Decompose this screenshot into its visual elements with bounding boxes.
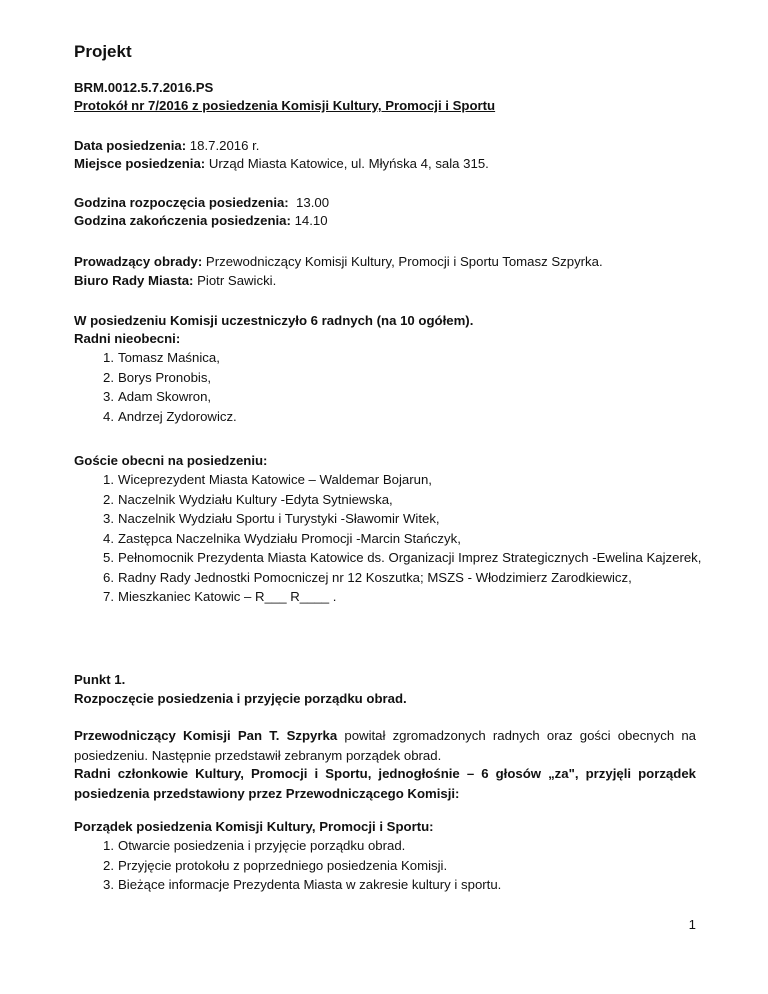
list-item: 1. Tomasz Maśnica, [103, 350, 220, 365]
point1-heading: Punkt 1. [74, 672, 126, 687]
chair-label: Prowadzący obrady: [74, 254, 203, 269]
absent-list [103, 348, 237, 426]
meeting-end [74, 213, 328, 229]
meeting-place [74, 156, 489, 172]
page-number: 1 [688, 917, 696, 932]
attendance-summary: W posiedzeniu Komisji uczestniczyło 6 radnych (na 10 ogółem). [74, 313, 474, 328]
list-item: 6. Radny Rady Jednostki Pomocniczej nr 12 Koszutka; MSZS - Włodzimierz Zarodkiewicz, [103, 569, 632, 585]
list-item: 2. Naczelnik Wydziału Kultury -Edyta Sytniewska, [103, 491, 393, 507]
date-value: 18.7.2016 r. [189, 138, 260, 153]
start-label: Godzina rozpoczęcia posiedzenia: [74, 195, 289, 210]
point1-paragraph-2: Radni członkowie Kultury, Promocji i Sportu, jednogłośnie – 6 głosów „za", przyjęli porządek posiedzenia przedstawiony przez Przewodniczącego Komisji: [74, 766, 696, 801]
point1-paragraph-1 [74, 726, 696, 765]
start-value: 13.00 [296, 195, 330, 210]
meeting-chair [74, 254, 603, 270]
agenda-label: Porządek posiedzenia Komisji Kultury, Promocji i Sportu: [74, 819, 434, 834]
guests-label: Goście obecni na posiedzeniu: [74, 453, 268, 468]
meeting-start [74, 195, 329, 211]
end-label: Godzina zakończenia posiedzenia: [74, 213, 291, 228]
list-item: 3. Bieżące informacje Prezydenta Miasta w zakresie kultury i sportu. [103, 877, 502, 892]
list-item: 1. Wiceprezydent Miasta Katowice – Waldemar Bojarun, [103, 472, 432, 487]
list-item: 3. Adam Skowron, [103, 389, 212, 404]
list-item: 1. Otwarcie posiedzenia i przyjęcie porządku obrad. [103, 838, 406, 853]
agenda-list [103, 836, 502, 895]
end-value: 14.10 [294, 213, 328, 228]
list-item: 3. Naczelnik Wydziału Sportu i Turystyki -Sławomir Witek, [103, 511, 440, 526]
page-title: Projekt [74, 42, 132, 61]
paragraph-text: powitał zgromadzonych radnych oraz gości obecnych na posiedzeniu. Następnie przedstawił zebranym porządek obrad. [74, 728, 696, 763]
reference-number: BRM.0012.5.7.2016.PS [74, 80, 214, 95]
list-item: 5. Pełnomocnik Prezydenta Miasta Katowice ds. Organizacji Imprez Strategicznych -Ewelina Kajzerek, [103, 550, 702, 565]
office-value: Piotr Sawicki. [197, 273, 277, 288]
list-item: 4. Zastępca Naczelnika Wydziału Promocji -Marcin Stańczyk, [103, 530, 461, 546]
list-item: 2. Przyjęcie protokołu z poprzedniego posiedzenia Komisji. [103, 857, 448, 873]
chair-name: Przewodniczący Komisji Pan T. Szpyrka [74, 728, 338, 743]
protocol-title: Protokół nr 7/2016 z posiedzenia Komisji Kultury, Promocji i Sportu [74, 98, 496, 113]
list-item: 2. Borys Pronobis, [103, 369, 212, 385]
meeting-date [74, 138, 259, 154]
place-label: Miejsce posiedzenia: [74, 156, 206, 171]
date-label: Data posiedzenia: [74, 138, 187, 153]
list-item: 4. Andrzej Zydorowicz. [103, 408, 237, 424]
council-office [74, 273, 276, 289]
list-item: 7. Mieszkaniec Katowic – R___ R____ . [103, 589, 337, 604]
chair-value: Przewodniczący Komisji Kultury, Promocji i Sportu Tomasz Szpyrka. [205, 254, 603, 269]
absent-label: Radni nieobecni: [74, 331, 181, 346]
place-value: Urząd Miasta Katowice, ul. Młyńska 4, sala 315. [208, 156, 489, 171]
point1-subheading: Rozpoczęcie posiedzenia i przyjęcie porządku obrad. [74, 691, 407, 706]
guests-list [103, 470, 702, 607]
office-label: Biuro Rady Miasta: [74, 273, 194, 288]
